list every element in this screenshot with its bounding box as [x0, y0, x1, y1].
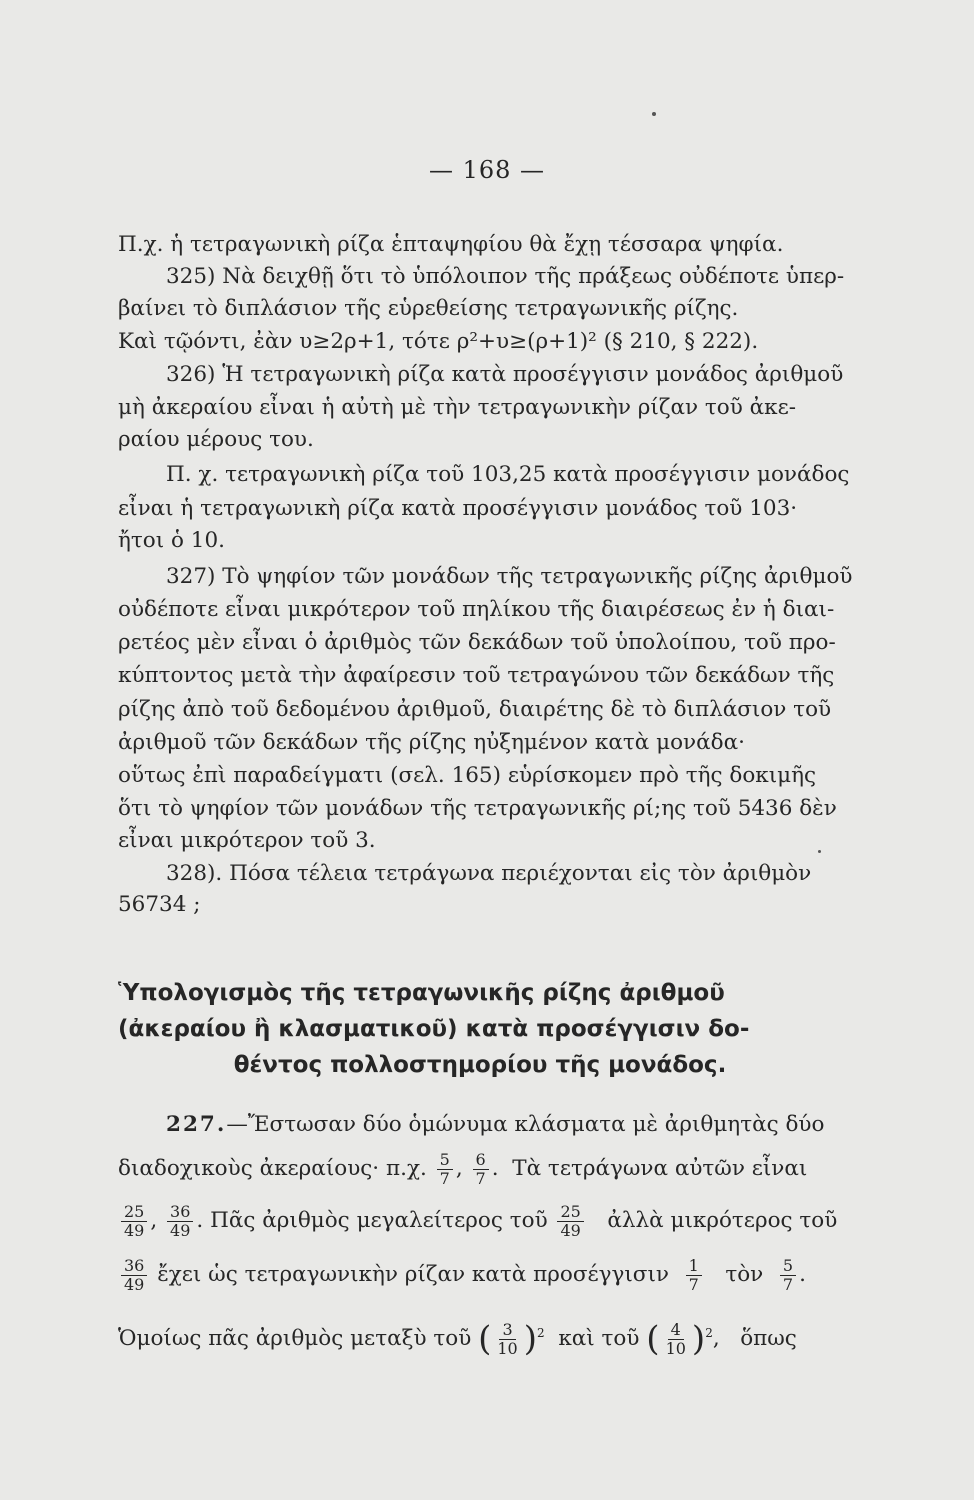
- text-line: 327) Τὸ ψηφίον τῶν μονάδων τῆς τετραγωνικῆς ρίζης ἀριθμοῦ: [166, 564, 853, 589]
- right-paren: ): [691, 1319, 706, 1360]
- section-heading: θέντος πολλοστημορίου τῆς μονάδος.: [233, 1052, 727, 1078]
- text-line: Π. χ. τετραγωνικὴ ρίζα τοῦ 103,25 κατὰ προσέγγισιν μονάδος: [166, 462, 850, 487]
- paragraph-line: [118, 1144, 842, 1194]
- paragraph-text: διαδοχικοὺς ἀκεραίους· π.χ.: [118, 1156, 427, 1181]
- text-line: 325) Νὰ δειχθῇ ὅτι τὸ ὑπόλοιπον τῆς πράξεως οὐδέποτε ὑπερ-: [166, 264, 845, 289]
- paragraph-text: Πᾶς ἀριθμὸς μεγαλείτερος τοῦ: [210, 1208, 548, 1233]
- fraction: $\frac{36}{49}$: [167, 1203, 193, 1240]
- paragraph-text: ὅπως: [740, 1326, 797, 1352]
- comma: ,: [455, 1156, 463, 1181]
- text-line: Π.χ. ἡ τετραγωνικὴ ρίζα ἑπταψηφίου θὰ ἔχῃ τέσσαρα ψηφία.: [118, 232, 784, 257]
- exponent: 2: [705, 1326, 713, 1340]
- section-number: 227.: [166, 1112, 227, 1137]
- text-line: οὐδέποτε εἶναι μικρότερον τοῦ πηλίκου τῆς διαιρέσεως ἐν ἡ διαι-: [118, 597, 835, 622]
- section-heading: Ὑπολογισμὸς τῆς τετραγωνικῆς ρίζης ἀριθμοῦ: [118, 980, 725, 1006]
- text-line: βαίνει τὸ διπλάσιον τῆς εὑρεθείσης τετραγωνικῆς ρίζης.: [118, 296, 739, 321]
- fraction: $\frac{3}{10}$: [497, 1319, 518, 1358]
- paragraph-text: ἀλλὰ μικρότερος τοῦ: [607, 1208, 838, 1233]
- paragraph-text: Ὁμοίως πᾶς ἀριθμὸς μεταξὺ τοῦ: [118, 1326, 472, 1352]
- paragraph-text: καὶ τοῦ: [558, 1326, 640, 1352]
- right-paren: ): [523, 1319, 537, 1360]
- paragraph-line: [118, 1110, 890, 1140]
- fraction: $\frac{6}{7}$: [473, 1151, 489, 1188]
- fraction: $\frac{1}{7}$: [686, 1257, 702, 1294]
- text-line: ραίου μέρους του.: [118, 427, 314, 452]
- page-number: — 168 —: [428, 156, 546, 184]
- text-line: οὕτως ἐπὶ παραδείγματι (σελ. 165) εὑρίσκομεν πρὸ τῆς δοκιμῆς: [118, 763, 817, 788]
- period: .: [196, 1208, 204, 1233]
- paragraph-line: [118, 1196, 842, 1246]
- section-heading: (ἀκεραίου ἢ κλασματικοῦ) κατὰ προσέγγισιν δο-: [118, 1016, 750, 1042]
- comma: ,: [712, 1326, 720, 1352]
- fraction: $\frac{25}{49}$: [121, 1203, 147, 1240]
- paragraph-text: ἔχει ὡς τετραγωνικὴν ρίζαν κατὰ προσέγγισιν: [157, 1262, 669, 1287]
- comma: ,: [150, 1208, 158, 1233]
- paragraph-text: Τὰ τετράγωνα αὐτῶν εἶναι: [512, 1156, 808, 1181]
- exponent: 2: [537, 1326, 545, 1340]
- paragraph-line: [118, 1250, 842, 1300]
- fraction: $\frac{5}{7}$: [437, 1151, 453, 1188]
- paragraph-line: [118, 1305, 842, 1367]
- text-line: ὅτι τὸ ψηφίον τῶν μονάδων τῆς τετραγωνικῆς ρί;ης τοῦ 5436 δὲν: [118, 796, 837, 821]
- text-line: 326) Ἡ τετραγωνικὴ ρίζα κατὰ προσέγγισιν μονάδος ἀριθμοῦ: [166, 362, 844, 387]
- text-line: ρίζης ἀπὸ τοῦ δεδομένου ἀριθμοῦ, διαιρέτης δὲ τὸ διπλάσιον τοῦ: [118, 697, 832, 722]
- fraction: $\frac{5}{7}$: [780, 1257, 796, 1294]
- text-line: ἀριθμοῦ τῶν δεκάδων τῆς ρίζης ηὐξημένον κατὰ μονάδα·: [118, 730, 745, 755]
- text-line: 328). Πόσα τέλεια τετράγωνα περιέχονται εἰς τὸν ἀριθμὸν: [166, 861, 812, 886]
- text-line: ἤτοι ὁ 10.: [118, 528, 225, 553]
- text-line: μὴ ἀκεραίου εἶναι ἡ αὐτὴ μὲ τὴν τετραγωνικὴν ρίζαν τοῦ ἀκε-: [118, 395, 797, 420]
- text-line: κύπτοντος μετὰ τὴν ἀφαίρεσιν τοῦ τετραγώνου τῶν δεκάδων τῆς: [118, 663, 835, 688]
- period: .: [491, 1156, 499, 1181]
- paragraph-text: —Ἔστωσαν δύο ὁμώνυμα κλάσματα μὲ ἀριθμητὰς δύο: [226, 1112, 825, 1137]
- text-line: 56734 ;: [118, 892, 201, 917]
- period: .: [799, 1262, 806, 1287]
- fraction: $\frac{4}{10}$: [665, 1319, 686, 1358]
- text-line: Καὶ τῷόντι, ἐὰν υ≥2ρ+1, τότε ρ²+υ≥(ρ+1)² (§ 210, § 222).: [118, 329, 759, 354]
- print-speck: [818, 850, 821, 853]
- print-speck: [652, 112, 656, 116]
- fraction: $\frac{25}{49}$: [557, 1203, 583, 1240]
- left-paren: (: [646, 1319, 660, 1360]
- text-line: εἶναι μικρότερον τοῦ 3.: [118, 828, 376, 853]
- text-line: εἶναι ἡ τετραγωνικὴ ρίζα κατὰ προσέγγισιν μονάδος τοῦ 103·: [118, 496, 798, 521]
- paragraph-text: τὸν: [725, 1262, 764, 1287]
- text-line: ρετέος μὲν εἶναι ὁ ἀριθμὸς τῶν δεκάδων τοῦ ὑπολοίπου, τοῦ προ-: [118, 630, 836, 655]
- left-paren: (: [478, 1319, 492, 1360]
- fraction: $\frac{36}{49}$: [121, 1257, 147, 1294]
